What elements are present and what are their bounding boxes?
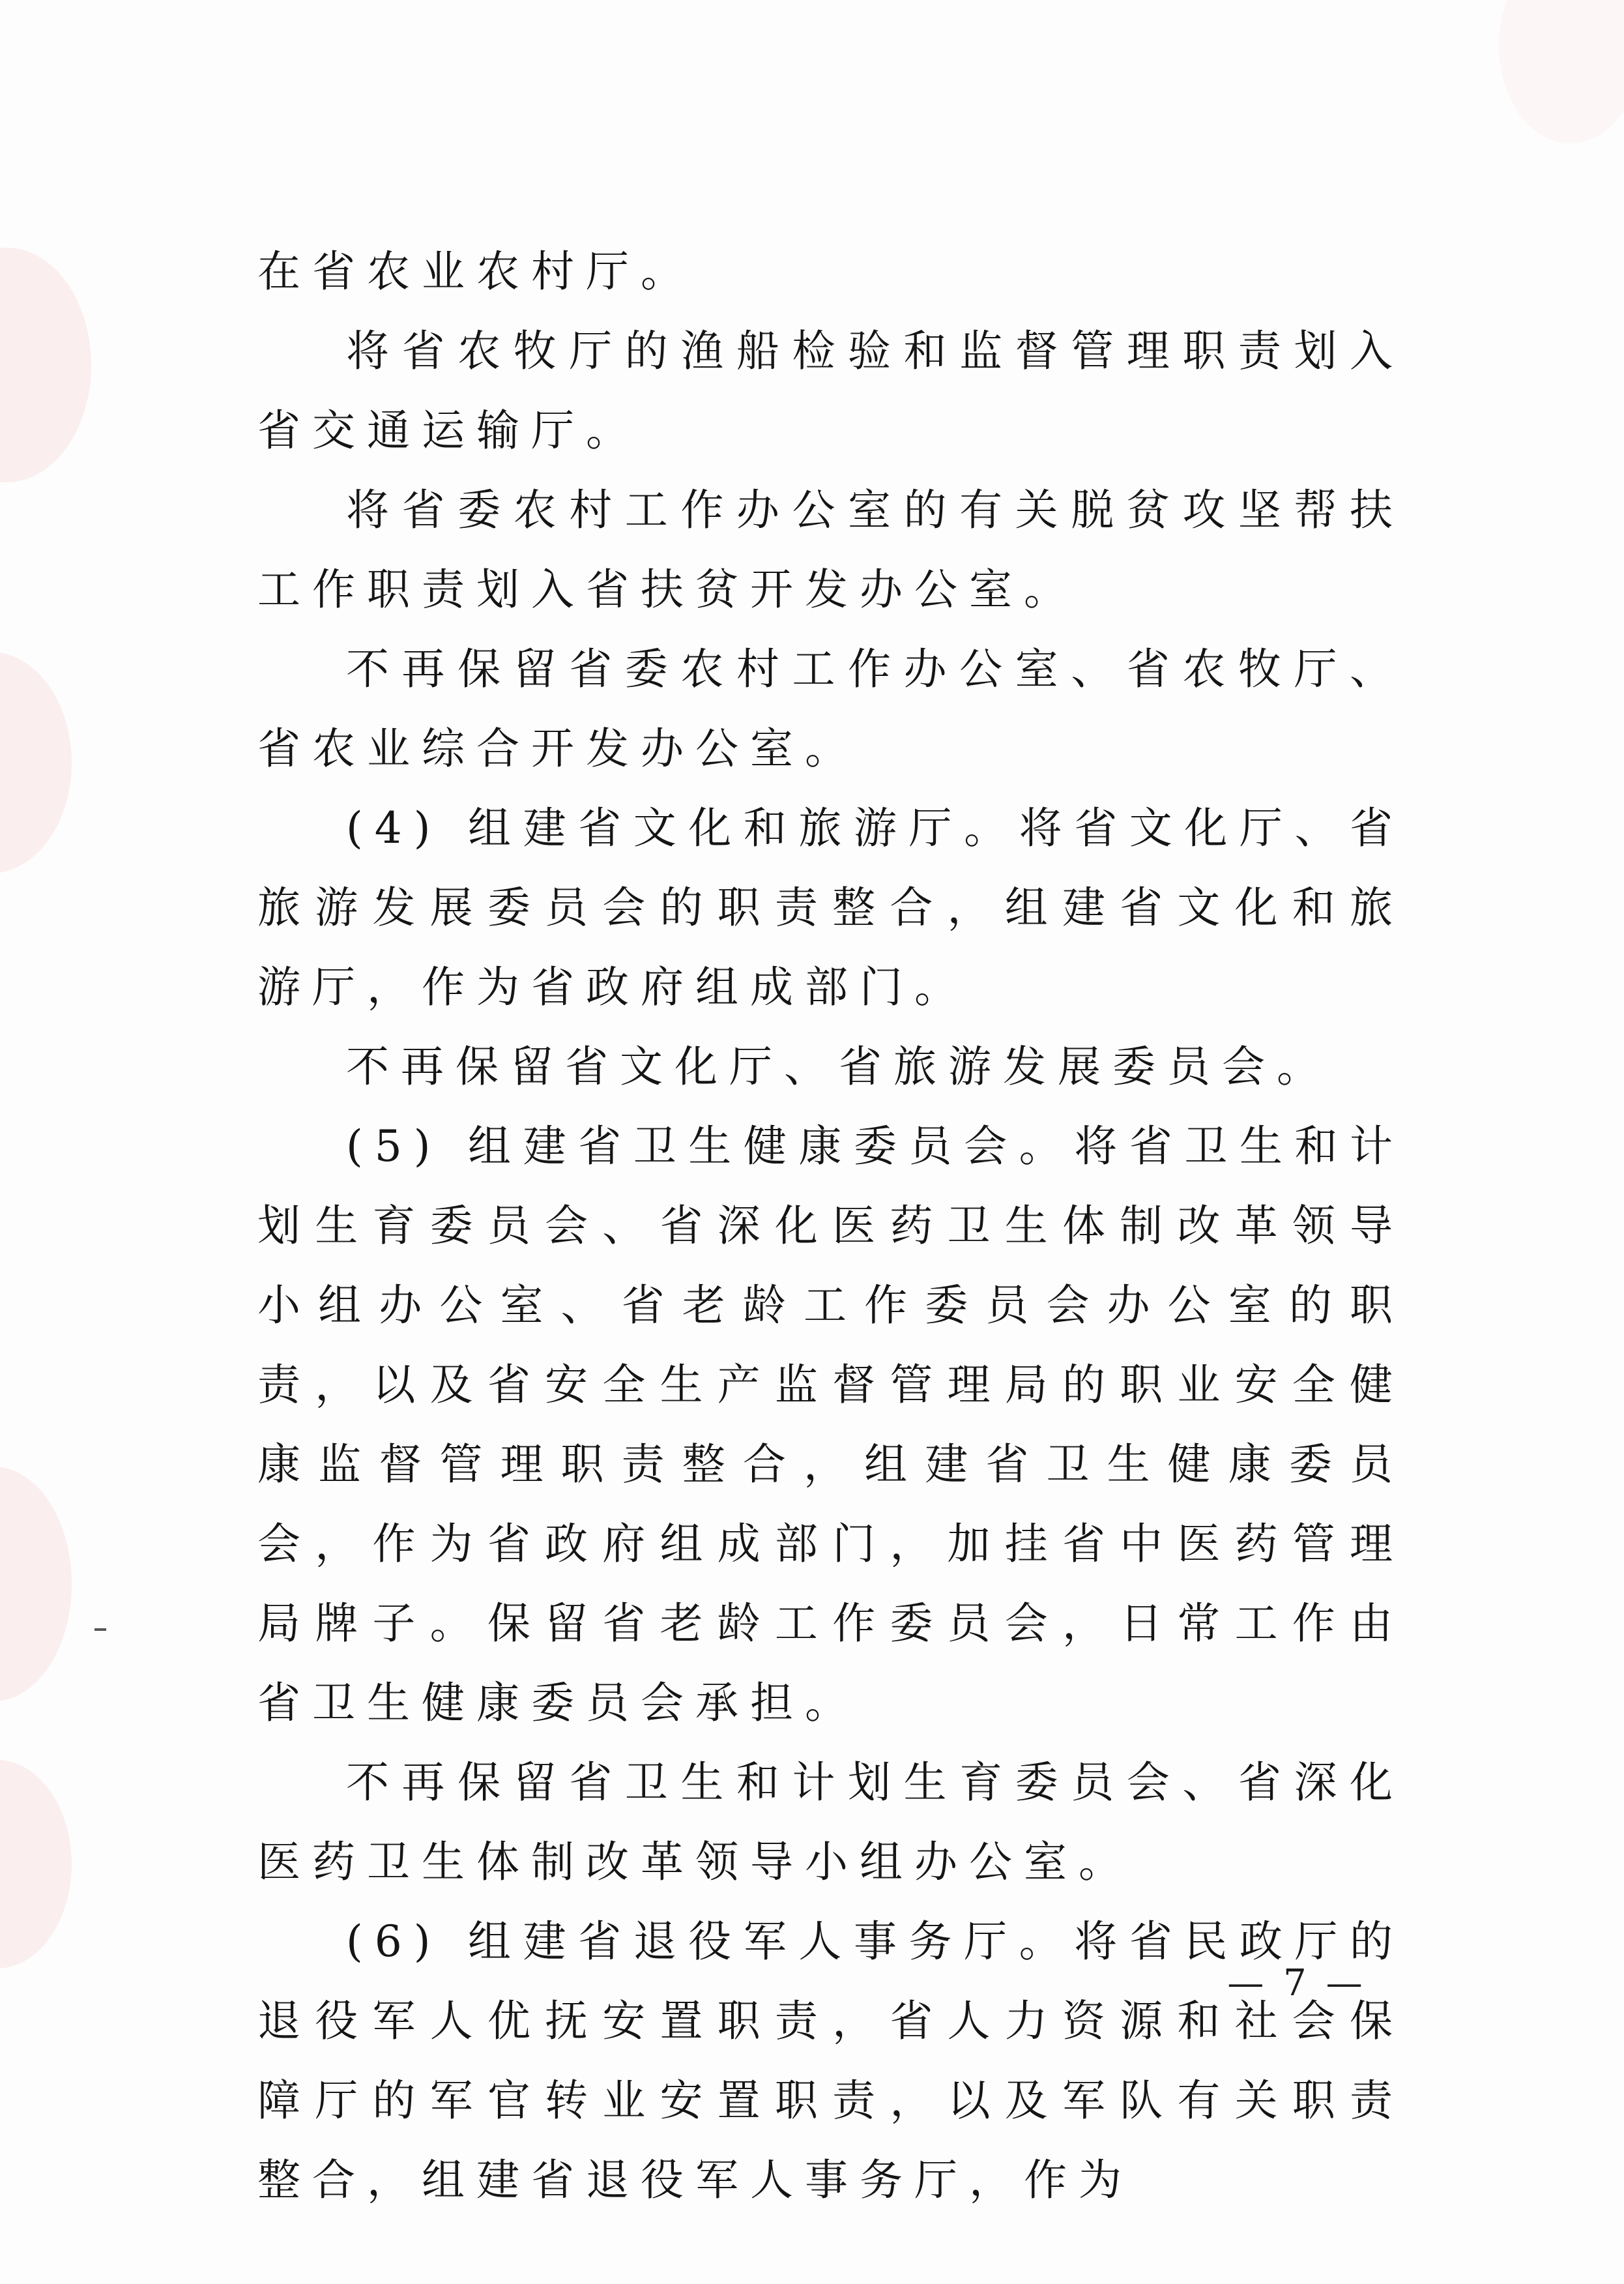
- paragraph-fishing-vessel: 将省农牧厅的渔船检验和监督管理职责划入省交通运输厅。: [257, 326, 1404, 456]
- document-body: [257, 232, 1404, 2220]
- paragraph-item-4-culture-tourism: (4) 组建省文化和旅游厅。将省文化厅、省旅游发展委员会的职责整合，组建省文化和旅游厅，作为省政府组成部门。: [257, 803, 1404, 1012]
- paragraph-abolish-culture-offices: 不再保留省文化厅、省旅游发展委员会。: [346, 1042, 1331, 1092]
- paragraph-item-6-veterans: (6) 组建省退役军人事务厅。将省民政厅的退役军人优抚安置职责，省人力资源和社会保障厅的军官转业安置职责，以及军队有关职责整合，组建省退役军人事务厅，作为: [257, 1916, 1404, 2205]
- paragraph-item-5-health: (5) 组建省卫生健康委员会。将省卫生和计划生育委员会、省深化医药卫生体制改革领导小组办公室、省老龄工作委员会办公室的职责，以及省安全生产监督管理局的职业安全健康监督管理职责整合，组建省卫生健康委员会，作为省政府组成部门，加挂省中医药管理局牌子。保留省老龄工作委员会，日常工作由省卫生健康委员会承担。: [257, 1121, 1404, 1728]
- paper-stain: [1499, 0, 1624, 143]
- paragraph-continuation: 在省农业农村厅。: [257, 246, 695, 297]
- paper-stain: [0, 248, 91, 482]
- paper-stain: [0, 1760, 72, 1969]
- paper-stain: [0, 652, 72, 873]
- paragraph-abolish-rural-offices: 不再保留省委农村工作办公室、省农牧厅、省农业综合开发办公室。: [257, 644, 1404, 774]
- paragraph-poverty-alleviation: 将省委农村工作办公室的有关脱贫攻坚帮扶工作职责划入省扶贫开发办公室。: [257, 485, 1404, 615]
- paragraph-abolish-health-offices: 不再保留省卫生和计划生育委员会、省深化医药卫生体制改革领导小组办公室。: [257, 1757, 1404, 1887]
- paper-stain: [0, 1467, 72, 1701]
- margin-mark: [94, 1628, 106, 1631]
- page-number: — 7 —: [1227, 1962, 1367, 2004]
